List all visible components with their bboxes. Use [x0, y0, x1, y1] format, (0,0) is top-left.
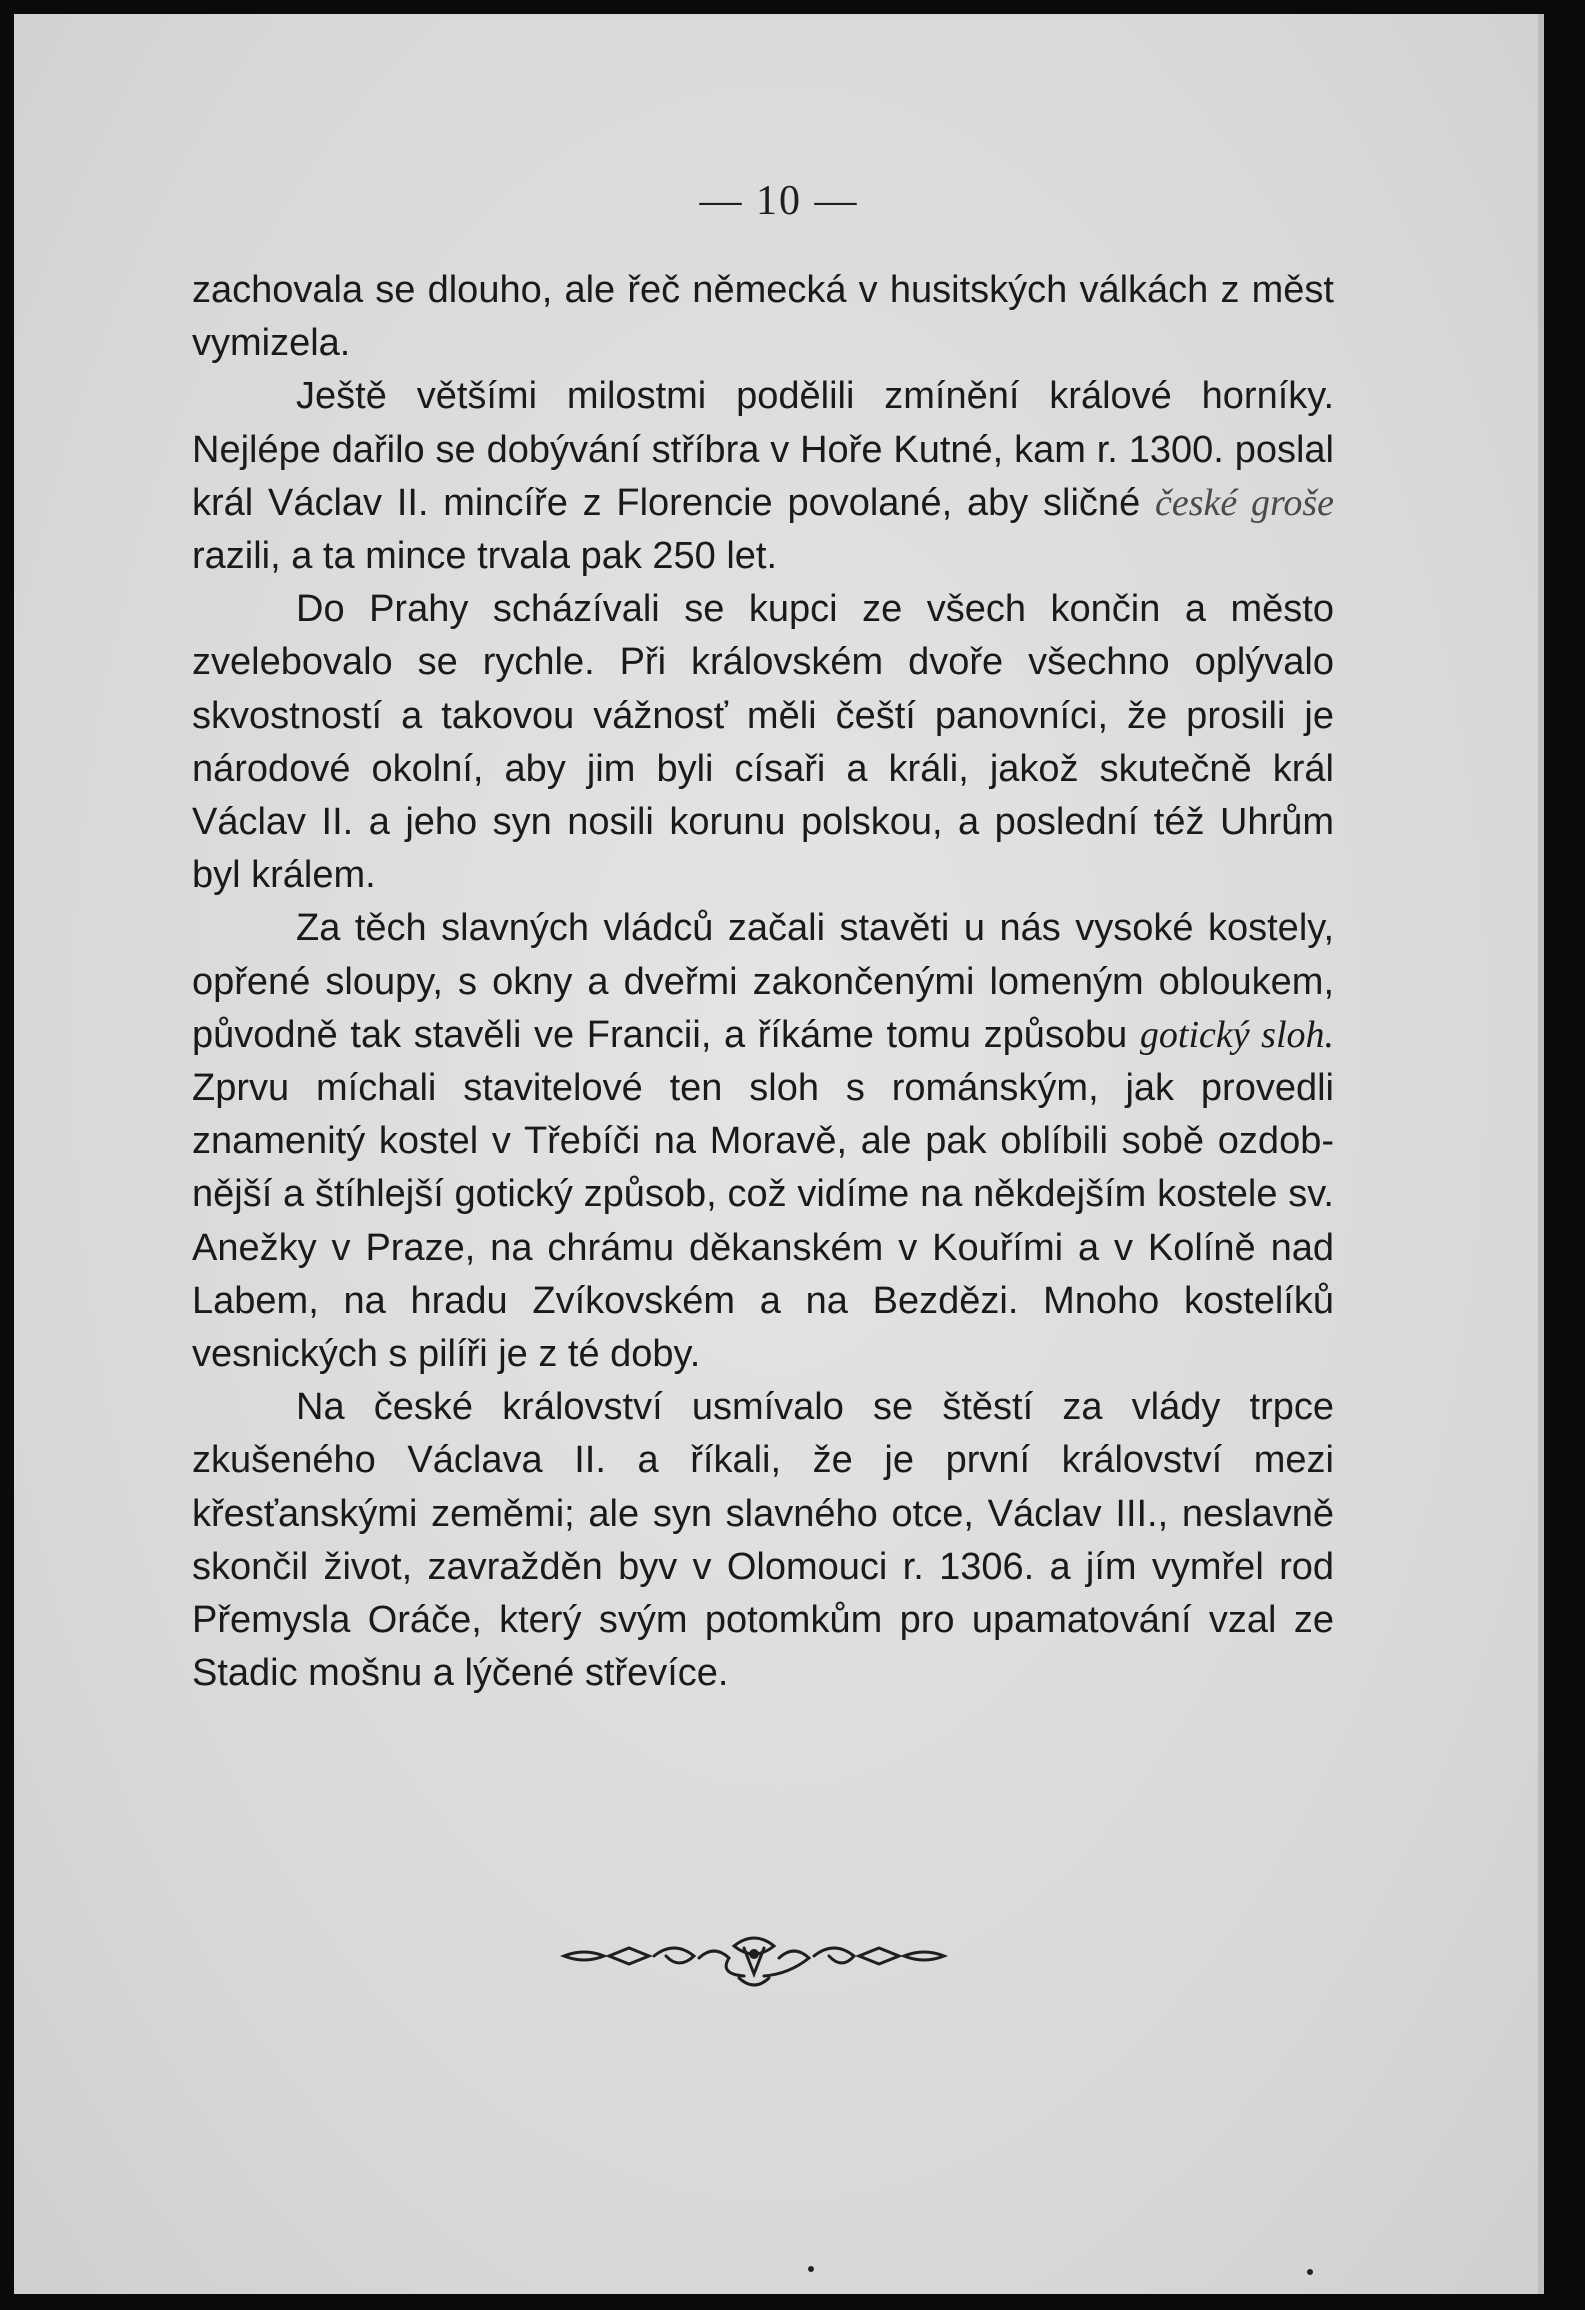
paragraph-4	[192, 902, 1334, 1381]
emphasis-ceske-grose: české groše	[1155, 481, 1334, 524]
paragraph-2-text: Ještě většími milostmi podělili zmínění králové horníky. Nejlépe dařilo se dobývání stříbra v Hoře Kutné, kam r. 1300. poslal král Václav II. mincíře z Florencie povolané, aby sličné	[192, 375, 1334, 524]
paragraph-1: zachovala se dlouho, ale řeč německá v husitských válkách z měst vymizela.	[192, 269, 1334, 365]
ink-speck	[808, 2266, 814, 2272]
paragraph-5: Na české království usmívalo se štěstí za vlády trpce zkušeného Václava II. a říkali, že je první království mezi křesťanskými zeměmi; ale syn slavného otce, Václav III., neslavně skončil život, zavražděn byv v Olomouci r. 1306. a jím vymřel rod Přemysla Oráče, který svým potomkům pro upamatování vzal ze Stadic mošnu a lýčené střevíce.	[192, 1386, 1334, 1695]
page-edge-shadow	[1538, 14, 1544, 2294]
emphasis-goticky-sloh: gotický sloh.	[1139, 1013, 1335, 1056]
body-text	[192, 264, 1334, 1700]
paragraph-4-text: Za těch slavných vládců začali stavěti u nás vysoké kostely, opřené sloupy, s okny a dveřmi zakončenými lomeným obloukem, původně tak stavěli ve Francii, a říkáme tomu způsobu	[192, 907, 1334, 1056]
page-number: — 10 —	[699, 178, 859, 224]
ink-speck	[1307, 2269, 1313, 2275]
paragraph-3: Do Prahy scházívali se kupci ze všech končin a město zvelebovalo se rychle. Při královském dvoře všechno oplývalo skvostností a takovou vážnosť měli čeští panovníci, že prosili je národové okolní, aby jim byli císaři a králi, jakož skutečně král Václav II. a jeho syn nosili korunu polskou, a poslední též Uhrům byl králem.	[192, 588, 1334, 897]
paragraph-4-tail: Zprvu míchali stavitelové ten sloh s románským, jak provedli znamenitý kostel v Třebíči na Moravě, ale pak oblíbili sobě ozdobnější a štíhlejší gotický způsob, což vidíme na někdejším kostele sv. Anežky v Praze, na chrámu děkanském v Kouřími a v Kolíně nad Labem, na hradu Zvíkovském a na Bezdězi. Mnoho kostelíků vesnických s pilíři je z té doby.	[192, 1067, 1334, 1376]
paragraph-2-tail: razili, a ta mince trvala pak 250 let.	[192, 535, 778, 578]
paragraph-2	[192, 370, 1334, 583]
decorative-vignette-icon	[554, 1926, 954, 1998]
book-page	[14, 14, 1544, 2294]
